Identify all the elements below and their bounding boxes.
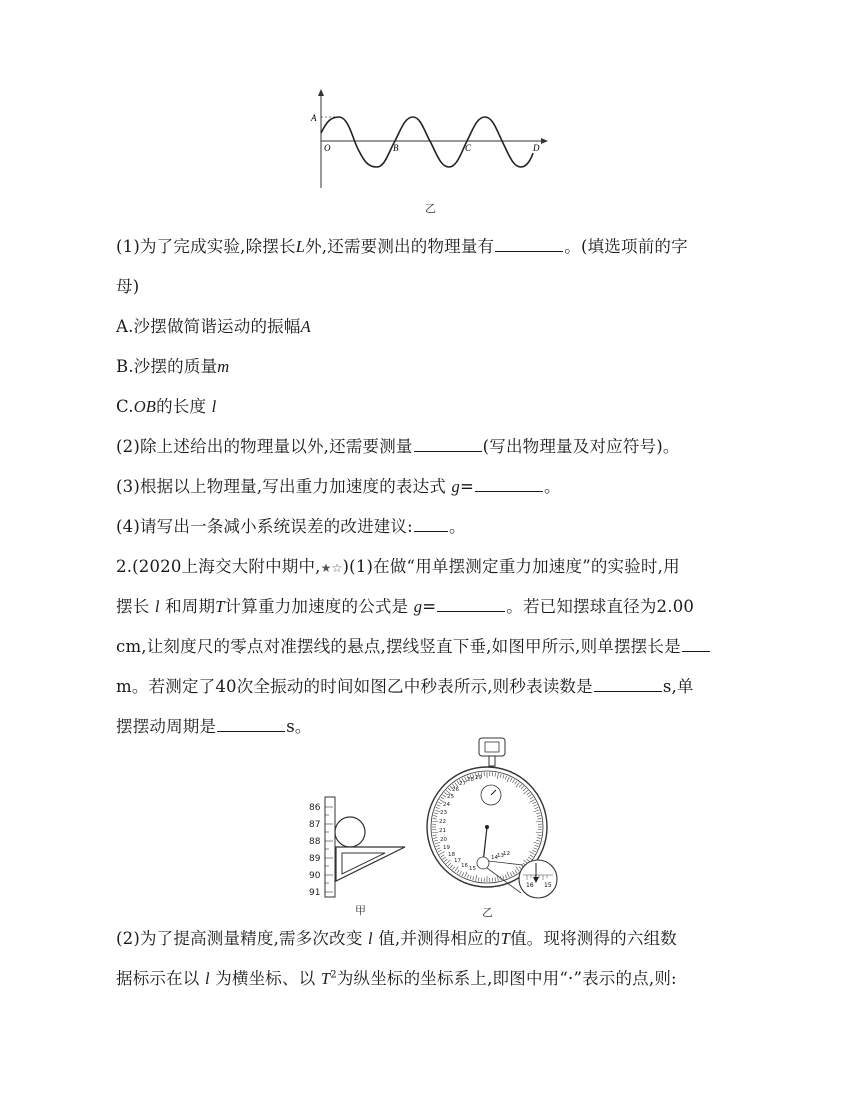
ruler-tick-89: 89 bbox=[309, 854, 321, 864]
q2-line: (2)除上述给出的物理量以外,还需要测量 (写出物理量及对应符号)。 bbox=[116, 437, 680, 456]
dial-num-27: 27 bbox=[459, 781, 466, 787]
wave-figure bbox=[305, 85, 555, 195]
dial-num-26: 26 bbox=[452, 787, 459, 793]
dial-num-22: 22 bbox=[439, 819, 446, 825]
dial-num-28: 28 bbox=[467, 777, 474, 783]
dial-num-16: 16 bbox=[461, 863, 468, 869]
p2-line2: 摆长 l 和周期T计算重力加速度的公式是 g= 。若已知摆球直径为2.00 bbox=[116, 597, 695, 616]
dial-num-12: 12 bbox=[503, 851, 510, 857]
stopwatch-figure bbox=[425, 735, 565, 905]
dial-num-25: 25 bbox=[447, 794, 454, 800]
dial-num-18: 18 bbox=[448, 852, 455, 858]
ruler-tick-87: 87 bbox=[309, 820, 321, 830]
ruler-tick-86: 86 bbox=[309, 803, 321, 813]
ruler-figure bbox=[305, 795, 415, 900]
option-c: C.OB的长度 l bbox=[116, 397, 217, 416]
dial-num-24: 24 bbox=[443, 802, 450, 808]
dial-num-19: 19 bbox=[443, 845, 450, 851]
q2-2-line2: 据标示在以 l 为横坐标、以 $T^2$为纵坐标的坐标系上,即图中用“·”表示的点,则: bbox=[116, 969, 677, 988]
p2-line3: cm,让刻度尺的零点对准摆线的悬点,摆线竖直下垂,如图甲所示,则单摆摆长是 bbox=[116, 633, 711, 657]
ruler-tick-88: 88 bbox=[309, 837, 321, 847]
inset-num-15: 15 bbox=[544, 882, 552, 889]
wave-caption: 乙 bbox=[425, 202, 436, 215]
wave-label-o: O bbox=[324, 143, 331, 153]
dial-num-17: 17 bbox=[454, 858, 461, 864]
dial-num-14: 14 bbox=[491, 855, 498, 861]
dial-num-29: 29 bbox=[475, 775, 482, 781]
p2-line5: 摆摆动周期是 s。 bbox=[116, 717, 312, 736]
option-b: B.沙摆的质量m bbox=[116, 357, 230, 376]
caption-jia: 甲 bbox=[355, 904, 366, 917]
wave-label-d: D bbox=[533, 143, 540, 153]
wave-label-b: B bbox=[393, 143, 399, 153]
option-a: A.沙摆做简谐运动的振幅A bbox=[116, 317, 311, 336]
wave-label-a: A bbox=[311, 113, 317, 123]
ruler-tick-90: 90 bbox=[309, 871, 321, 881]
dial-num-13: 13 bbox=[497, 853, 504, 859]
dial-num-20: 20 bbox=[440, 837, 447, 843]
difficulty-star-icon: ★☆ bbox=[320, 561, 343, 575]
p2-line1: 2.(2020上海交大附中期中,★☆)(1)在做“用单摆测定重力加速度”的实验时,用 bbox=[116, 557, 680, 576]
q3-line: (3)根据以上物理量,写出重力加速度的表达式 g= 。 bbox=[116, 477, 561, 496]
ruler-tick-91: 91 bbox=[309, 888, 321, 898]
caption-yi: 乙 bbox=[482, 906, 493, 919]
inset-num-16: 16 bbox=[526, 882, 534, 889]
dial-num-15: 15 bbox=[469, 866, 476, 872]
q2-2-line1: (2)为了提高测量精度,需多次改变 l 值,并测得相应的T值。现将测得的六组数 bbox=[116, 929, 677, 948]
q1-line1: (1)为了完成实验,除摆长L外,还需要测出的物理量有 。(填选项前的字 bbox=[116, 237, 688, 256]
q1-line2: 母) bbox=[116, 277, 140, 296]
dial-num-21: 21 bbox=[439, 828, 446, 834]
q4-line: (4)请写出一条减小系统误差的改进建议: 。 bbox=[116, 517, 466, 536]
p2-line4: m。若测定了40次全振动的时间如图乙中秒表所示,则秒表读数是 s,单 bbox=[116, 677, 694, 696]
wave-label-c: C bbox=[465, 143, 472, 153]
dial-num-23: 23 bbox=[440, 810, 447, 816]
